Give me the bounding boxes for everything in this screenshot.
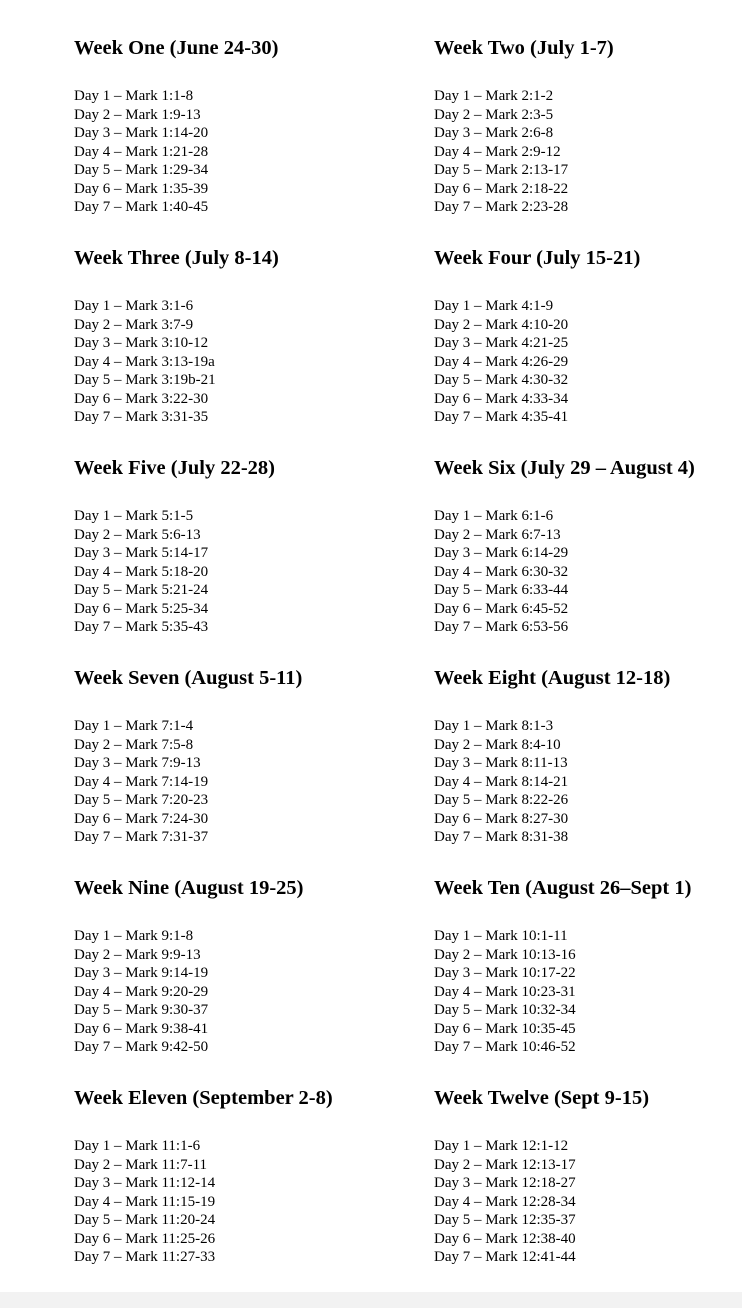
- day-item: Day 3 – Mark 2:6-8: [434, 125, 554, 141]
- week-title: Week Five (July 22-28): [74, 457, 275, 479]
- day-item: Day 2 – Mark 1:9-13: [74, 106, 201, 123]
- day-item: Day 3 – Mark 9:14-19: [74, 965, 209, 981]
- day-item: Day 6 – Mark 5:25-34: [74, 600, 209, 617]
- day-item: Day 1 – Mark 3:1-6: [74, 298, 194, 314]
- day-list: [434, 507, 568, 637]
- day-item: Day 3 – Mark 1:14-20: [74, 125, 209, 141]
- day-item: Day 4 – Mark 7:14-19: [74, 773, 209, 790]
- day-item: Day 6 – Mark 3:22-30: [74, 390, 209, 407]
- week-7: [74, 666, 374, 845]
- day-item: Day 5 – Mark 6:33-44: [434, 582, 569, 598]
- day-item: Day 5 – Mark 11:20-24: [74, 1212, 216, 1228]
- day-item: Day 1 – Mark 11:1-6: [74, 1138, 201, 1154]
- week-12: [434, 1086, 734, 1265]
- week-title: Week Eight (August 12-18): [434, 667, 671, 689]
- day-item: Day 5 – Mark 1:29-34: [74, 162, 209, 178]
- day-item: Day 7 – Mark 12:41-44: [434, 1249, 576, 1265]
- day-item: Day 1 – Mark 10:1-11: [434, 928, 568, 944]
- day-item: Day 2 – Mark 2:3-5: [434, 106, 554, 123]
- day-item: Day 2 – Mark 11:7-11: [74, 1156, 208, 1173]
- day-item: Day 4 – Mark 3:13-19a: [74, 353, 215, 370]
- day-item: Day 2 – Mark 12:13-17: [434, 1156, 576, 1173]
- day-item: Day 2 – Mark 10:13-16: [434, 946, 576, 963]
- week-5: [74, 456, 374, 635]
- day-item: Day 5 – Mark 10:32-34: [434, 1002, 576, 1018]
- day-item: Day 4 – Mark 11:15-19: [74, 1193, 216, 1210]
- day-item: Day 2 – Mark 3:7-9: [74, 316, 194, 333]
- day-item: Day 7 – Mark 1:40-45: [74, 199, 209, 215]
- day-item: Day 7 – Mark 2:23-28: [434, 199, 569, 215]
- day-item: Day 7 – Mark 8:31-38: [434, 829, 569, 845]
- day-item: Day 7 – Mark 9:42-50: [74, 1039, 209, 1055]
- day-list: [74, 507, 208, 637]
- week-8: [434, 666, 734, 845]
- day-item: Day 7 – Mark 4:35-41: [434, 409, 569, 425]
- day-item: Day 4 – Mark 12:28-34: [434, 1193, 576, 1210]
- day-item: Day 1 – Mark 5:1-5: [74, 508, 194, 524]
- day-item: Day 2 – Mark 6:7-13: [434, 526, 561, 543]
- day-item: Day 1 – Mark 2:1-2: [434, 88, 554, 104]
- day-item: Day 6 – Mark 2:18-22: [434, 180, 569, 197]
- day-item: Day 3 – Mark 6:14-29: [434, 545, 569, 561]
- day-item: Day 5 – Mark 7:20-23: [74, 792, 209, 808]
- week-title: Week Seven (August 5-11): [74, 667, 303, 689]
- day-item: Day 6 – Mark 8:27-30: [434, 810, 569, 827]
- day-item: Day 3 – Mark 3:10-12: [74, 335, 209, 351]
- day-item: Day 4 – Mark 9:20-29: [74, 983, 209, 1000]
- day-item: Day 3 – Mark 7:9-13: [74, 755, 201, 771]
- week-title: Week Nine (August 19-25): [74, 877, 304, 899]
- day-list: [434, 1137, 576, 1267]
- day-list: [74, 297, 216, 427]
- day-item: Day 1 – Mark 8:1-3: [434, 718, 554, 734]
- day-list: [74, 717, 208, 847]
- week-1: [74, 36, 374, 215]
- day-item: Day 3 – Mark 12:18-27: [434, 1175, 576, 1191]
- day-item: Day 7 – Mark 3:31-35: [74, 409, 209, 425]
- day-item: Day 2 – Mark 8:4-10: [434, 736, 561, 753]
- day-item: Day 5 – Mark 12:35-37: [434, 1212, 576, 1228]
- day-item: Day 2 – Mark 7:5-8: [74, 736, 194, 753]
- day-item: Day 5 – Mark 8:22-26: [434, 792, 569, 808]
- day-item: Day 1 – Mark 12:1-12: [434, 1138, 569, 1154]
- day-item: Day 6 – Mark 1:35-39: [74, 180, 209, 197]
- week-title: Week One (June 24-30): [74, 37, 279, 59]
- week-title: Week Three (July 8-14): [74, 247, 279, 269]
- week-title: Week Twelve (Sept 9-15): [434, 1087, 650, 1109]
- week-10: [434, 876, 734, 1055]
- day-item: Day 7 – Mark 6:53-56: [434, 619, 569, 635]
- day-item: Day 5 – Mark 2:13-17: [434, 162, 569, 178]
- day-item: Day 4 – Mark 5:18-20: [74, 563, 209, 580]
- day-item: Day 6 – Mark 9:38-41: [74, 1020, 209, 1037]
- day-item: Day 7 – Mark 5:35-43: [74, 619, 209, 635]
- day-list: [434, 87, 568, 217]
- day-item: Day 1 – Mark 1:1-8: [74, 88, 194, 104]
- day-item: Day 6 – Mark 10:35-45: [434, 1020, 576, 1037]
- day-item: Day 6 – Mark 11:25-26: [74, 1230, 216, 1247]
- day-item: Day 7 – Mark 10:46-52: [434, 1039, 576, 1055]
- day-item: Day 4 – Mark 8:14-21: [434, 773, 569, 790]
- day-item: Day 3 – Mark 11:12-14: [74, 1175, 216, 1191]
- day-item: Day 7 – Mark 11:27-33: [74, 1249, 216, 1265]
- day-item: Day 5 – Mark 3:19b-21: [74, 372, 216, 388]
- day-item: Day 5 – Mark 9:30-37: [74, 1002, 209, 1018]
- week-11: [74, 1086, 374, 1265]
- day-item: Day 1 – Mark 6:1-6: [434, 508, 554, 524]
- day-list: [434, 297, 568, 427]
- day-item: Day 3 – Mark 5:14-17: [74, 545, 209, 561]
- week-title: Week Ten (August 26–Sept 1): [434, 877, 692, 899]
- day-item: Day 6 – Mark 7:24-30: [74, 810, 209, 827]
- day-item: Day 1 – Mark 9:1-8: [74, 928, 194, 944]
- page-bottom-edge: [0, 1292, 742, 1308]
- day-item: Day 4 – Mark 2:9-12: [434, 143, 561, 160]
- day-list: [74, 1137, 215, 1267]
- week-title: Week Eleven (September 2-8): [74, 1087, 333, 1109]
- day-item: Day 6 – Mark 6:45-52: [434, 600, 569, 617]
- day-item: Day 6 – Mark 12:38-40: [434, 1230, 576, 1247]
- day-item: Day 5 – Mark 4:30-32: [434, 372, 569, 388]
- day-item: Day 4 – Mark 10:23-31: [434, 983, 576, 1000]
- day-list: [434, 717, 568, 847]
- week-6: [434, 456, 734, 635]
- week-title: Week Four (July 15-21): [434, 247, 641, 269]
- day-item: Day 4 – Mark 6:30-32: [434, 563, 569, 580]
- week-3: [74, 246, 374, 425]
- day-list: [74, 927, 208, 1057]
- day-item: Day 2 – Mark 5:6-13: [74, 526, 201, 543]
- week-4: [434, 246, 734, 425]
- day-item: Day 7 – Mark 7:31-37: [74, 829, 209, 845]
- week-2: [434, 36, 734, 215]
- day-item: Day 3 – Mark 8:11-13: [434, 755, 568, 771]
- day-item: Day 2 – Mark 4:10-20: [434, 316, 569, 333]
- day-item: Day 4 – Mark 4:26-29: [434, 353, 569, 370]
- day-list: [74, 87, 208, 217]
- week-title: Week Six (July 29 – August 4): [434, 457, 695, 479]
- day-list: [434, 927, 576, 1057]
- day-item: Day 1 – Mark 4:1-9: [434, 298, 554, 314]
- day-item: Day 3 – Mark 10:17-22: [434, 965, 576, 981]
- day-item: Day 2 – Mark 9:9-13: [74, 946, 201, 963]
- day-item: Day 5 – Mark 5:21-24: [74, 582, 209, 598]
- week-9: [74, 876, 374, 1055]
- day-item: Day 4 – Mark 1:21-28: [74, 143, 209, 160]
- day-item: Day 6 – Mark 4:33-34: [434, 390, 569, 407]
- week-title: Week Two (July 1-7): [434, 37, 614, 59]
- day-item: Day 3 – Mark 4:21-25: [434, 335, 569, 351]
- day-item: Day 1 – Mark 7:1-4: [74, 718, 194, 734]
